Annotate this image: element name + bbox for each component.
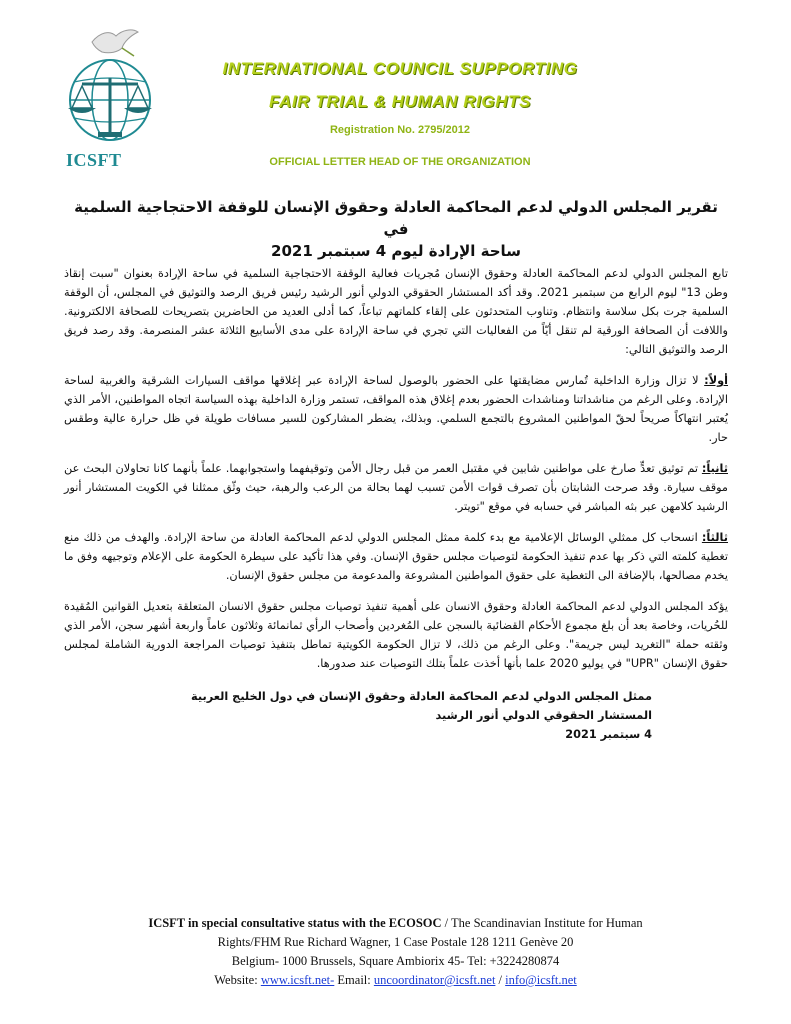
logo-acronym: ICSFT [66,150,122,170]
report-title-line-1: تقرير المجلس الدولي لدعم المحاكمة العادلة وحقوق الإنسان للوقفة الاحتجاجية السلمية في [74,198,718,238]
institute-name: / The Scandinavian Institute for Human [441,916,643,930]
email-link-coordinator[interactable]: uncoordinator@icsft.net [373,973,496,987]
point-first-paragraph [64,371,728,447]
point-first-text: لا تزال وزارة الداخلية تُمارس مضايقتها على الحضور بالوصول لساحة الإرادة عبر إغلاقها مواقف السيارات الشرقية والغربية لساحة الإرادة. وعلى الرغم من مناشداتنا ومناشدات الحضور بعدم إغلاق هذه المواقف، تستمر وزارة الداخلية بهذه السياسة اتجاه المواطنين، الأمر الذي يُعتبر انتهاكاً صريحاً لحقّ المواطنين المشروع بالتجمع السلمي. وبذلك، يضطر المشاركون للسير مسافات طويلة في ظل حرارة عالية وطقس حار. [64,374,728,444]
point-first-label: أولاً: [704,374,728,387]
registration-number: Registration No. 2795/2012 [329,124,470,136]
scales-globe-icon [52,22,162,152]
footer-status-line [60,914,731,933]
signature-block [64,687,728,744]
signature-date: 4 سبتمبر 2021 [565,728,652,741]
email-separator: / [495,973,506,987]
point-second-label: ثانياً: [701,462,728,475]
point-second-text: تم توثيق تعدٍّ صارخ على مواطنين شابين في مقتبل العمر من قبل رجال الأمن وتوقيفهما واستجوابهما. علماً بأنهما كانا تحاولان البحث عن موقف سيارة. وقد صرحت الشابتان بأن تصرف قوات الأمن تسبب لهما بحالة من الرعب والرهبة، حيث وثّق ممثلنا في الكويت المستشار أنور الرشيد كلامهن عبر بثه المباشر في حسابه في موقع "تويتر. [64,462,728,513]
website-label: Website: [214,973,261,987]
email-label: Email: [334,973,374,987]
letterhead-note: OFFICIAL LETTER HEAD OF THE ORGANIZATION [269,156,531,168]
organization-name [150,52,650,118]
organization-name-line-2: FAIR TRIAL & HUMAN RIGHTS [268,92,532,111]
email-link-info[interactable]: info@icsft.net [505,973,577,987]
footer-address-1: Rights/FHM Rue Richard Wagner, 1 Case Postale 128 1211 Genève 20 [217,935,574,949]
conclusion-paragraph: يؤكد المجلس الدولي لدعم المحاكمة العادلة وحقوق الانسان على أهمية تنفيذ توصيات مجلس حقوق الانسان المتعلقة بتعديل القوانين المُقيدة للحُريات، وخاصة بعد أن بلغ مجموع الأحكام القضائية بالسجن على المُغردين وأصحاب الرأي ثمانمائة وثلاثون عاماً واربعة أشهر سجن، الأمر الذي وثقته حملة "التغريد ليس جريمة". وعلى الرغم من ذلك، لا تزال الحكومة الكويتية تماطل بتنفيذ توصيات المراجعة الدورية الشاملة لمجلس حقوق الإنسان "UPR" في يوليو 2020 علما بأنها أخذت علماً بتلك التوصيات عند صدورها. [64,600,728,670]
point-second-paragraph [64,459,728,516]
report-title-line-2: ساحة الإرادة ليوم 4 سبتمبر 2021 [271,242,521,260]
footer [60,914,731,990]
organization-name-line-1: INTERNATIONAL COUNCIL SUPPORTING [222,59,578,78]
footer-contact-line [60,971,731,990]
point-third-paragraph [64,528,728,585]
report-body [64,196,728,744]
footer-address-2: Belgium- 1000 Brussels, Square Ambiorix 45- Tel: +3224280874 [231,954,560,968]
point-third-text: انسحاب كل ممثلي الوسائل الإعلامية مع بدء كلمة ممثل المجلس الدولي لدعم المحاكمة العادلة من ساحة الإرادة. والهدف من ذلك منع تغطية كلمته التي ذكر بها عدم تنفيذ الحكومة لتوصيات مجلس حقوق الإنسان. وفي هذا تأكيد على سيطرة الحكومة على الإعلام وتوجيهه وفق ما يخدم مصالحها، بالإضافة الى التغطية على حقوق المواطنين المشروعة والمدعومة من مجلس حقوق الإنسان. [64,531,728,582]
consultative-status: ICSFT in special consultative status with the ECOSOC [148,916,442,930]
signature-name: المستشار الحقوقي الدولي أنور الرشيد [435,709,652,722]
report-title [64,196,728,262]
intro-paragraph: تابع المجلس الدولي لدعم المحاكمة العادلة وحقوق الإنسان مُجريات فعالية الوقفة الاحتجاجية السلمية في ساحة الإرادة بعنوان "سبت إنقاذ وطن 13" ليوم الرابع من سبتمبر 2021. وقد أكد المستشار الحقوقي الدولي أنور الرشيد رئيس فريق الرصد والتوثيق في المجلس، أن الوقفة السلمية جرت بكل سلاسة وانتظام. وتناوب المتحدثون على إلقاء كلماتهم تباعاً، كما أدلى العديد من الحاضرين بتصريحات للصحافة الالكترونية. واللافت أن الصحافة الورقية لم تنقل أيّاً من الفعاليات التي تجري في ساحة الإرادة على مدى الأسابيع الثلاثة عشر المنصرمة. وقد رصد فريق الرصد والتوثيق التالي: [64,267,728,356]
signature-title: ممثل المجلس الدولي لدعم المحاكمة العادلة وحقوق الإنسان في دول الخليج العربية [191,690,652,703]
point-third-label: ثالثاً: [701,531,728,544]
website-link[interactable]: www.icsft.net- [260,973,335,987]
